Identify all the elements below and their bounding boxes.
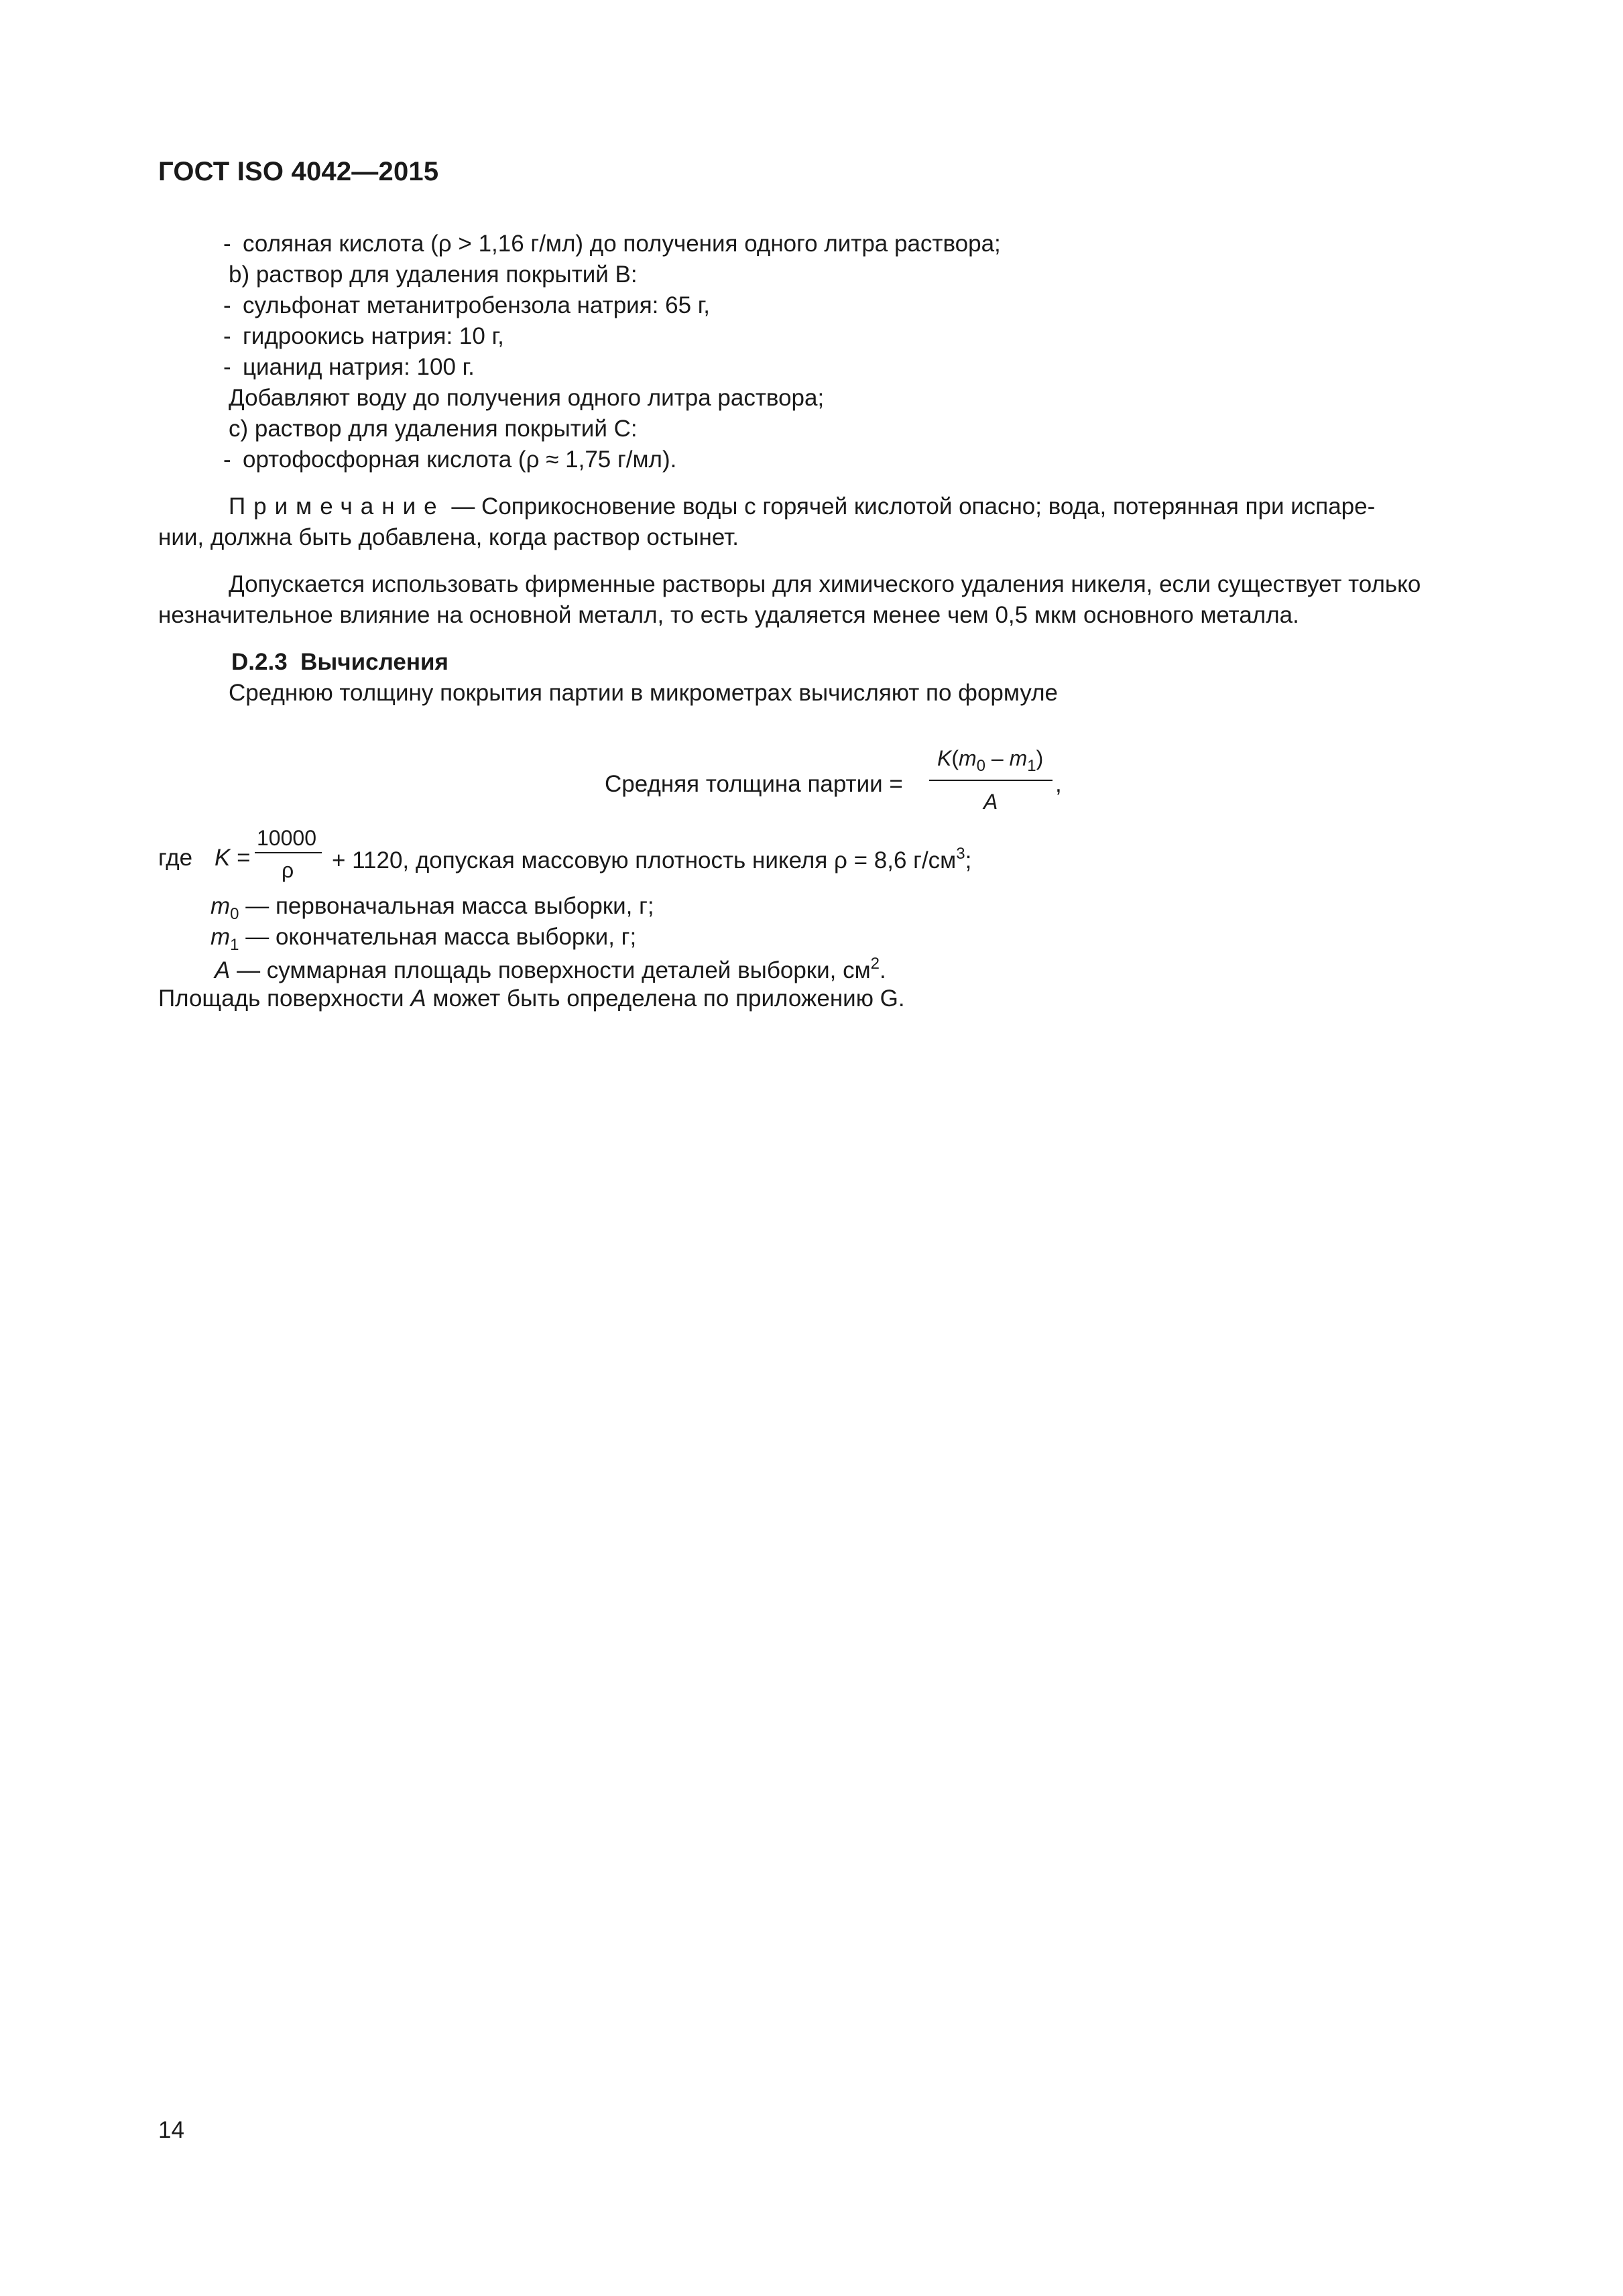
section-heading bbox=[231, 650, 448, 674]
closing-post: может быть определена по приложению G. bbox=[426, 985, 905, 1012]
definition-text: — суммарная площадь поверхности деталей выборки, см bbox=[230, 957, 871, 983]
definition-m0 bbox=[211, 894, 654, 922]
symbol-A: A bbox=[215, 957, 231, 983]
list-note: Добавляют воду до получения одного литра раствора; bbox=[229, 385, 825, 411]
subscript: 0 bbox=[230, 905, 239, 923]
page-number: 14 bbox=[158, 2117, 184, 2143]
equals-sign: = bbox=[230, 845, 251, 871]
k-rest bbox=[332, 846, 971, 872]
paragraph-line-1: Допускается использовать фирменные растворы для химического удаления никеля, если существует только bbox=[229, 571, 1421, 597]
subscript-1: 1 bbox=[1027, 757, 1036, 775]
subscript: 1 bbox=[230, 936, 239, 954]
definition-text: — первоначальная масса выборки, г; bbox=[239, 893, 654, 919]
list-item: сульфонат метанитробензола натрия: 65 г, bbox=[243, 292, 710, 318]
paragraph-line-2: незначительное влияние на основной металл, то есть удаляется менее чем 0,5 мкм основного металла. bbox=[158, 602, 1299, 628]
symbol-K: K bbox=[937, 746, 952, 770]
formula-denominator: A bbox=[983, 790, 998, 814]
k-denominator: ρ bbox=[282, 858, 294, 882]
formula-comma: , bbox=[1055, 771, 1062, 797]
minus-sign: – bbox=[985, 746, 1010, 770]
symbol-m0: m bbox=[959, 746, 977, 770]
formula-numerator bbox=[937, 747, 1043, 774]
list-item: соляная кислота (ρ > 1,16 г/мл) до получения одного литра раствора; bbox=[243, 231, 1001, 257]
superscript-2: 2 bbox=[870, 955, 880, 973]
list-dash: - bbox=[223, 231, 231, 257]
list-item: цианид натрия: 100 г. bbox=[243, 354, 475, 380]
k-lhs bbox=[215, 846, 251, 869]
symbol-K: K bbox=[215, 845, 231, 871]
close-paren: ) bbox=[1036, 746, 1044, 770]
definition-end: . bbox=[880, 957, 886, 983]
symbol-m: m bbox=[211, 893, 231, 919]
note-text: — Соприкосновение воды с горячей кислотой опасно; вода, потерянная при испаре- bbox=[444, 493, 1376, 520]
closing-line bbox=[158, 987, 905, 1010]
superscript-3: 3 bbox=[956, 845, 965, 863]
list-dash: - bbox=[223, 446, 231, 473]
list-item: гидроокись натрия: 10 г, bbox=[243, 323, 504, 349]
document-header: ГОСТ ISO 4042—2015 bbox=[158, 157, 439, 186]
list-dash: - bbox=[223, 354, 231, 380]
fraction-bar bbox=[929, 780, 1053, 781]
subscript-0: 0 bbox=[976, 757, 986, 775]
list-heading: b) раствор для удаления покрытий В: bbox=[229, 261, 638, 288]
open-paren: ( bbox=[951, 746, 959, 770]
list-heading: c) раствор для удаления покрытий С: bbox=[229, 416, 638, 442]
symbol-m: m bbox=[211, 924, 231, 950]
section-title: Вычисления bbox=[300, 649, 448, 675]
section-number: D.2.3 bbox=[231, 649, 288, 675]
definition-A bbox=[215, 956, 886, 982]
k-end: ; bbox=[965, 847, 972, 873]
list-dash: - bbox=[223, 323, 231, 349]
closing-pre: Площадь поверхности bbox=[158, 985, 411, 1012]
definition-text: — окончательная масса выборки, г; bbox=[239, 924, 637, 950]
formula-lhs: Средняя толщина партии = bbox=[605, 771, 903, 797]
where-label: где bbox=[158, 845, 193, 871]
list-dash: - bbox=[223, 292, 231, 318]
symbol-m1: m bbox=[1009, 746, 1028, 770]
note-label: Примечание bbox=[229, 493, 445, 520]
section-intro: Среднюю толщину покрытия партии в микрометрах вычисляют по формуле bbox=[229, 680, 1058, 706]
symbol-A: A bbox=[410, 985, 426, 1012]
k-rest-text: + 1120, допуская массовую плотность никеля ρ = 8,6 г/см bbox=[332, 847, 957, 873]
note-line-1 bbox=[229, 495, 1375, 518]
note-line-2: нии, должна быть добавлена, когда раствор остынет. bbox=[158, 524, 739, 550]
list-item: ортофосфорная кислота (ρ ≈ 1,75 г/мл). bbox=[243, 446, 677, 473]
k-numerator: 10000 bbox=[257, 826, 316, 850]
definition-m1 bbox=[211, 925, 636, 953]
fraction-bar bbox=[255, 852, 322, 853]
